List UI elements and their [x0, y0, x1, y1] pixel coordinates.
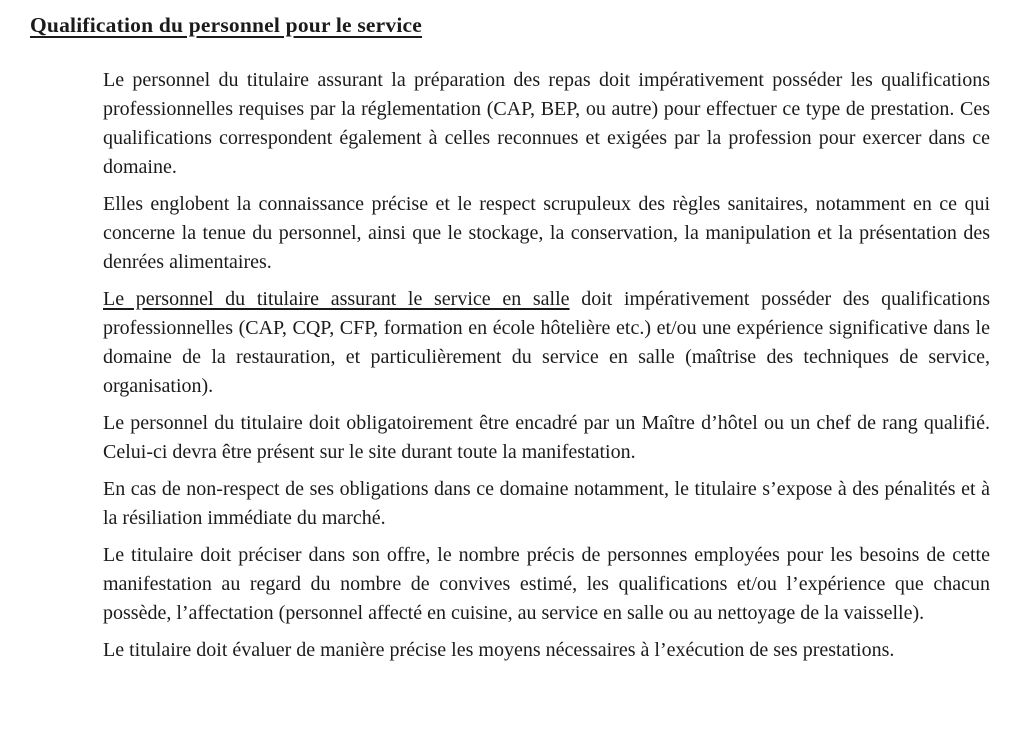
paragraph-text: Elles englobent la connaissance précise et le respect scrupuleux des règles sanitaires, notamment en ce qui concerne la tenue du personnel, ainsi que le stockage, la conservation, la manipulation et la présentation des denrées alimentaires. — [103, 193, 990, 273]
paragraph-preparation-repas — [103, 66, 990, 182]
paragraph-text: Le personnel du titulaire doit obligatoirement être encadré par un Maître d’hôtel ou un chef de rang qualifié. Celui-ci devra être présent sur le site durant toute la manifestation. — [103, 412, 990, 463]
document-title: Qualification du personnel pour le service — [30, 13, 423, 37]
document-body — [103, 66, 990, 665]
paragraph-nombre-personnes — [103, 541, 990, 628]
paragraph-text: Le titulaire doit évaluer de manière précise les moyens nécessaires à l’exécution de ses prestations. — [103, 639, 895, 661]
paragraph-service-en-salle — [103, 285, 990, 401]
paragraph-text: Le titulaire doit préciser dans son offre, le nombre précis de personnes employées pour les besoins de cette manifestation au regard du nombre de convives estimé, les qualifications et/ou l’expérience que chacun possède, l’affectation (personnel affecté en cuisine, au service en salle ou au nettoyage de la vaisselle). — [103, 544, 990, 624]
paragraph-text: Le personnel du titulaire assurant la préparation des repas doit impérativement posséder les qualifications professionnelles requises par la réglementation (CAP, BEP, ou autre) pour effectuer ce type de prestation. Ces qualifications correspondent également à celles reconnues et exigées par la profession pour exercer dans ce domaine. — [103, 69, 990, 178]
paragraph-moyens-necessaires — [103, 636, 990, 665]
document-page — [0, 12, 1024, 741]
paragraph-text: En cas de non-respect de ses obligations dans ce domaine notamment, le titulaire s’expose à des pénalités et à la résiliation immédiate du marché. — [103, 478, 990, 529]
paragraph-penalites — [103, 475, 990, 533]
paragraph-text: doit impérativement posséder des qualifications professionnelles (CAP, CQP, CFP, formation en école hôtelière etc.) et/ou une expérience significative dans le domaine de la restauration, et particulièrement du service en salle (maîtrise des techniques de service, organisation). — [103, 288, 990, 397]
paragraph-encadrement-maitre-hotel — [103, 409, 990, 467]
paragraph-regles-sanitaires — [103, 190, 990, 277]
underlined-phrase: Le personnel du titulaire assurant le service en salle — [103, 288, 570, 310]
